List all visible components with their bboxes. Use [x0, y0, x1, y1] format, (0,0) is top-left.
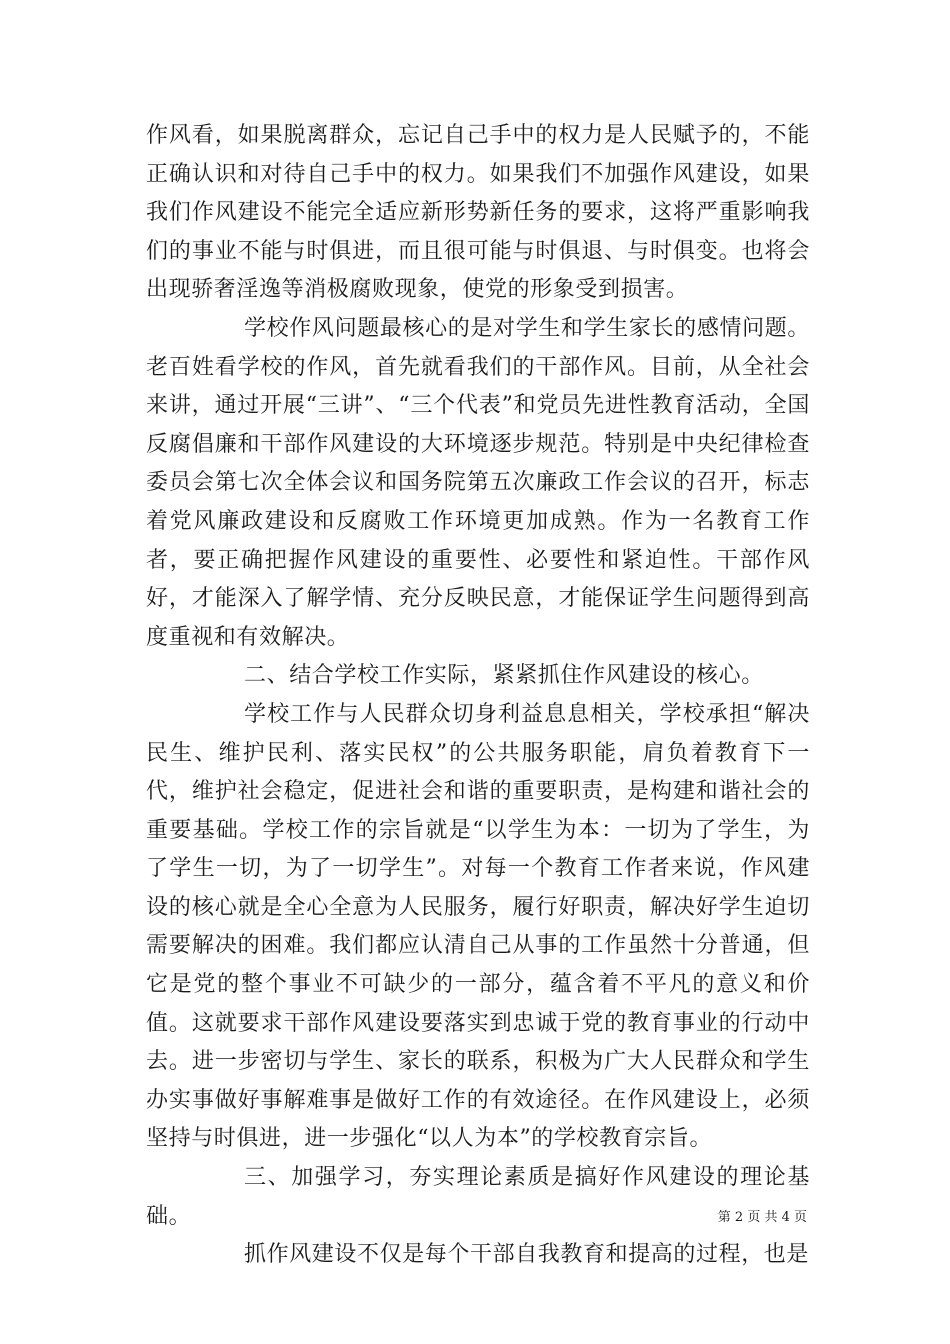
page-number-footer: 第 2 页 共 4 页 [717, 1210, 807, 1225]
paragraph: 学校作风问题最核心的是对学生和学生家长的感情问题。老百姓看学校的作风，首先就看我们的干部作风。目前，从全社会来讲，通过开展“三讲”、“三个代表”和党员先进性教育活动，全国反腐倡廉和干部作风建设的大环境逐步规范。特别是中央纪律检查委员会第七次全体会议和国务院第五次廉政工作会议的召开，标志着党风廉政建设和反腐败工作环境更加成熟。作为一名教育工作者，要正确把握作风建设的重要性、必要性和紧迫性。干部作风好，才能深入了解学情、充分反映民意，才能保证学生问题得到高度重视和有效解决。 [146, 315, 810, 650]
section-heading: 三、加强学习，夯实理论素质是搞好作风建设的理论基础。 [146, 1165, 810, 1229]
paragraph: 作风看，如果脱离群众，忘记自己手中的权力是人民赋予的，不能正确认识和对待自己手中的权力。如果我们不加强作风建设，如果我们作风建设不能完全适应新形势新任务的要求，这将严重影响我们的事业不能与时俱进，而且很可能与时俱退、与时俱变。也将会出现骄奢淫逸等消极腐败现象，使党的形象受到损害。 [146, 123, 810, 303]
paragraph: 抓作风建设不仅是每个干部自我教育和提高的过程，也是 [244, 1242, 810, 1268]
paragraph: 学校工作与人民群众切身利益息息相关，学校承担“解决民生、维护民利、落实民权”的公共服务职能，肩负着教育下一代，维护社会稳定，促进社会和谐的重要职责，是构建和谐社会的重要基础。学校工作的宗旨就是“以学生为本：一切为了学生，为了学生一切，为了一切学生”。对每一个教育工作者来说，作风建设的核心就是全心全意为人民服务，履行好职责，解决好学生迫切需要解决的困难。我们都应认清自己从事的工作虽然十分普通，但它是党的整个事业不可缺少的一部分，蕴含着不平凡的意义和价值。这就要求干部作风建设要落实到忠诚于党的教育事业的行动中去。进一步密切与学生、家长的联系，积极为广大人民群众和学生办实事做好事解难事是做好工作的有效途径。在作风建设上，必须坚持与时俱进，进一步强化“以人为本”的学校教育宗旨。 [146, 701, 810, 1152]
document-body [146, 117, 810, 1275]
section-heading: 二、结合学校工作实际，紧紧抓住作风建设的核心。 [244, 663, 764, 689]
